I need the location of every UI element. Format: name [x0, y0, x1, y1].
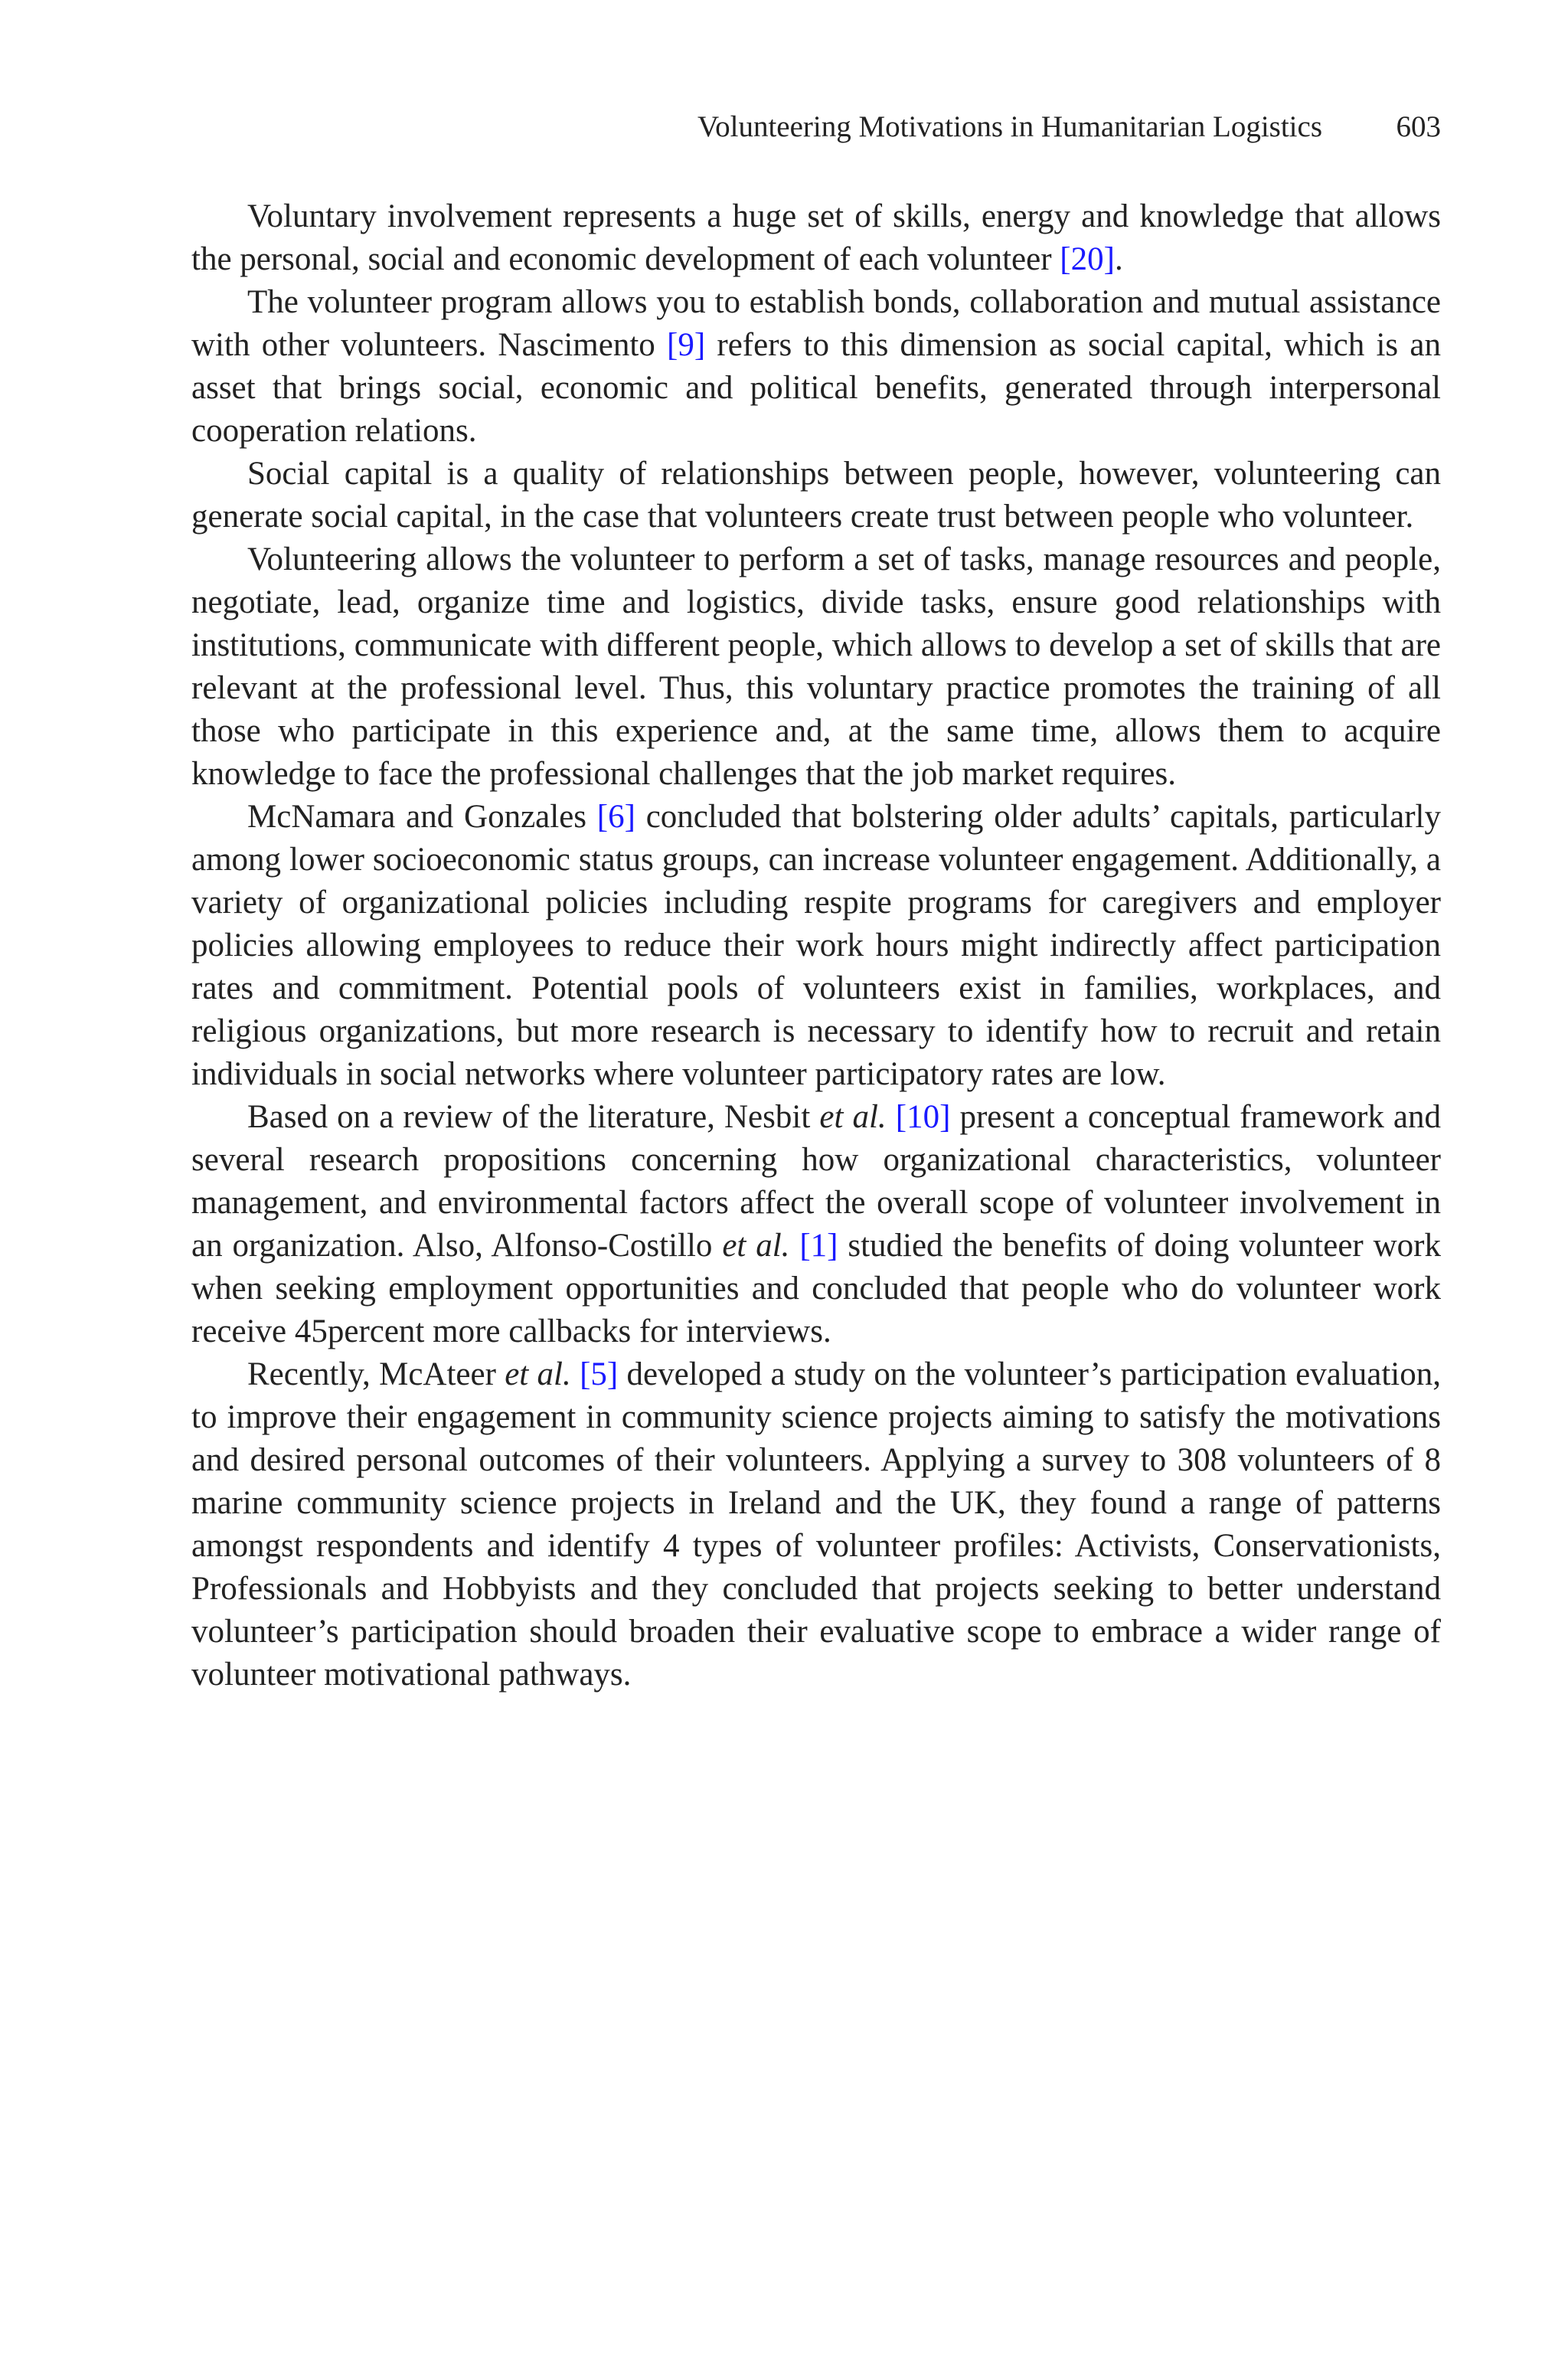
page-number: 603: [1396, 110, 1441, 143]
paragraph-text: Voluntary involvement represents a huge set of skills, energy and knowledge that allows the personal, social and economic development of each volunteer: [191, 198, 1441, 277]
citation-link[interactable]: [9]: [667, 327, 706, 363]
paragraph-5: [191, 796, 1441, 1096]
paragraph-6: [191, 1096, 1441, 1353]
paragraph-1: [191, 195, 1441, 281]
paragraph-text: [887, 1099, 896, 1135]
et-al-italic: et al.: [722, 1228, 790, 1264]
citation-link[interactable]: [6]: [596, 799, 635, 835]
citation-link[interactable]: [20]: [1060, 241, 1115, 277]
citation-link[interactable]: [5]: [580, 1356, 619, 1392]
paragraph-text: refers to this dimension as social capital, which is an asset that brings social, economic and political benefits, generated through interpersonal cooperation relations.: [191, 327, 1441, 449]
body-text: [191, 195, 1441, 1696]
paragraph-text: The volunteer program allows you to establish bonds, collaboration and mutual assistance with other volunteers. Nascimento: [191, 284, 1441, 363]
paragraph-text: [571, 1356, 580, 1392]
paragraph-7: [191, 1353, 1441, 1696]
paragraph-text: Based on a review of the literature, Nesbit: [247, 1099, 820, 1135]
paragraph-text: [789, 1228, 799, 1264]
paragraph-text: present a conceptual framework and several research propositions concerning how organizational characteristics, volunteer management, and environmental factors affect the overall scope of volunteer involvement in an organization. Also, Alfonso-Costillo: [191, 1099, 1442, 1264]
running-head: [191, 106, 1441, 149]
paragraph-text: Recently, McAteer: [247, 1356, 505, 1392]
paragraph-text: Volunteering allows the volunteer to perform a set of tasks, manage resources and people, negotiate, lead, organize time and logistics, divide tasks, ensure good relationships with institutions, communicate with different people, which allows to develop a set of skills that are relevant at the professional level. Thus, this voluntary practice promotes the training of all those who participate in this experience and, at the same time, allows them to acquire knowledge to face the professional challenges that the job market requires.: [191, 541, 1441, 792]
running-title: Volunteering Motivations in Humanitarian Logistics: [697, 110, 1322, 143]
paragraph-4: [191, 538, 1441, 796]
paragraph-text: developed a study on the volunteer’s participation evaluation, to improve their engagement in community science projects aiming to satisfy the motivations and desired personal outcomes of their volunteers. Applying a survey to 308 volunteers of 8 marine community science projects in Ireland and the UK, they found a range of patterns amongst respondents and identify 4 types of volunteer profiles: Activists, Conservationists, Professionals and Hobbyists and they concluded that projects seeking to better understand volunteer’s participation should broaden their evaluative scope to embrace a wider range of volunteer motivational pathways.: [191, 1356, 1441, 1693]
paragraph-text: .: [1114, 241, 1123, 277]
paragraph-text: McNamara and Gonzales: [247, 799, 597, 835]
paragraph-3: [191, 453, 1441, 538]
et-al-italic: et al.: [505, 1356, 571, 1392]
citation-link[interactable]: [1]: [799, 1228, 838, 1264]
paragraph-2: [191, 281, 1441, 453]
paragraph-text: concluded that bolstering older adults’ capitals, particularly among lower socioeconomic status groups, can increase volunteer engagement. Additionally, a variety of organizational policies including respite programs for caregivers and employer policies allowing employees to reduce their work hours might indirectly affect participation rates and commitment. Potential pools of volunteers exist in families, workplaces, and religious organizations, but more research is necessary to identify how to recruit and retain individuals in social networks where volunteer participatory rates are low.: [191, 799, 1441, 1092]
citation-link[interactable]: [10]: [895, 1099, 951, 1135]
paragraph-text: Social capital is a quality of relationships between people, however, volunteering can generate social capital, in the case that volunteers create trust between people who volunteer.: [191, 456, 1441, 535]
paragraph-text: studied the benefits of doing volunteer work when seeking employment opportunities and concluded that people who do volunteer work receive 45percent more callbacks for interviews.: [191, 1228, 1441, 1349]
et-al-italic: et al.: [819, 1099, 887, 1135]
